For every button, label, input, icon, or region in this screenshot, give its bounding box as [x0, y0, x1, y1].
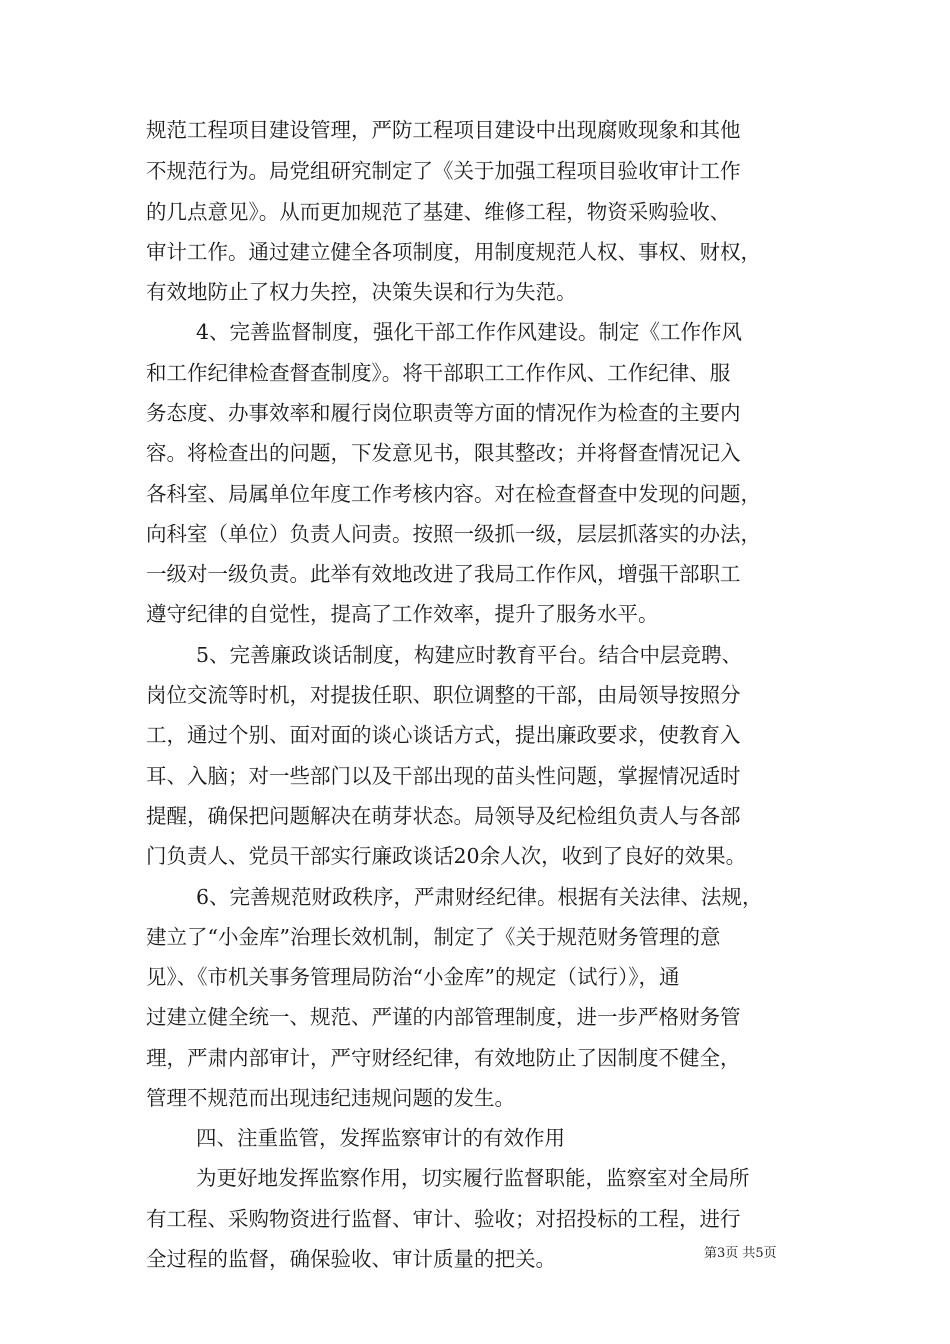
- text-line: 建立了“小金库”治理长效机制，制定了《关于规范财务管理的意: [146, 925, 721, 949]
- text-line: 不规范行为。局党组研究制定了《关于加强工程项目验收审计工作: [146, 159, 741, 183]
- text-line: 提醒，确保把问题解决在萌芽状态。局领导及纪检组负责人与各部: [146, 804, 741, 828]
- text-line: 耳、入脑；对一些部门以及干部出现的苗头性问题，掌握情况适时: [146, 764, 741, 788]
- text-line: 审计工作。通过建立健全各项制度，用制度规范人权、事权、财权，: [146, 240, 761, 264]
- text-line: 和工作纪律检查督查制度》。将干部职工工作作风、工作纪律、服: [146, 361, 731, 385]
- text-line: 一级对一级负责。此举有效地改进了我局工作作风，增强干部职工: [146, 562, 741, 586]
- text-line: 见》、《市机关事务管理局防治“小金库”的规定（试行）》，通: [146, 965, 680, 989]
- text-line: 岗位交流等时机，对提拔任职、职位调整的干部，由局领导按照分: [146, 683, 741, 707]
- text-line: 理，严肃内部审计，严守财经纪律，有效地防止了因制度不健全，: [146, 1046, 741, 1070]
- text-line: 为更好地发挥监察作用，切实履行监督职能，监察室对全局所: [196, 1166, 750, 1190]
- text-line: 过建立健全统一、规范、严谨的内部管理制度，进一步严格财务管: [146, 1005, 741, 1029]
- text-line: 管理不规范而出现违纪违规问题的发生。: [146, 1086, 515, 1110]
- text-line: 容。将检查出的问题，下发意见书，限其整改；并将督查情况记入: [146, 441, 741, 465]
- text-line: 务态度、办事效率和履行岗位职责等方面的情况作为检查的主要内: [146, 401, 741, 425]
- text-line: 向科室（单位）负责人问责。按照一级抓一级，层层抓落实的办法，: [146, 522, 761, 546]
- text-line: 规范工程项目建设管理，严防工程项目建设中出现腐败现象和其他: [146, 118, 741, 142]
- section-heading: 四、注重监管，发挥监察审计的有效作用: [196, 1126, 565, 1150]
- page-number: 第3页 共5页: [704, 1246, 777, 1261]
- text-line: 工，通过个别、面对面的谈心谈话方式，提出廉政要求，使教育入: [146, 723, 741, 747]
- text-line: 有效地防止了权力失控，决策失误和行为失范。: [146, 280, 577, 304]
- text-line: 各科室、局属单位年度工作考核内容。对在检查督查中发现的问题，: [146, 482, 761, 506]
- text-line: 的几点意见》。从而更加规范了基建、维修工程，物资采购验收、: [146, 200, 731, 224]
- text-line: 门负责人、党员干部实行廉政谈话20余人次，收到了良好的效果。: [146, 844, 747, 868]
- paragraph-heading-6: 6、完善规范财政秩序，严肃财经纪律。根据有关法律、法规，: [196, 885, 763, 909]
- paragraph-heading-4: 4、完善监督制度，强化干部工作作风建设。制定《工作作风: [196, 320, 743, 344]
- text-line: 遵守纪律的自觉性，提高了工作效率，提升了服务水平。: [146, 602, 659, 626]
- text-line: 全过程的监督，确保验收、审计质量的把关。: [146, 1247, 556, 1271]
- paragraph-heading-5: 5、完善廉政谈话制度，构建应时教育平台。结合中层竞聘、: [196, 643, 743, 667]
- text-line: 有工程、采购物资进行监督、审计、验收；对招投标的工程，进行: [146, 1207, 741, 1231]
